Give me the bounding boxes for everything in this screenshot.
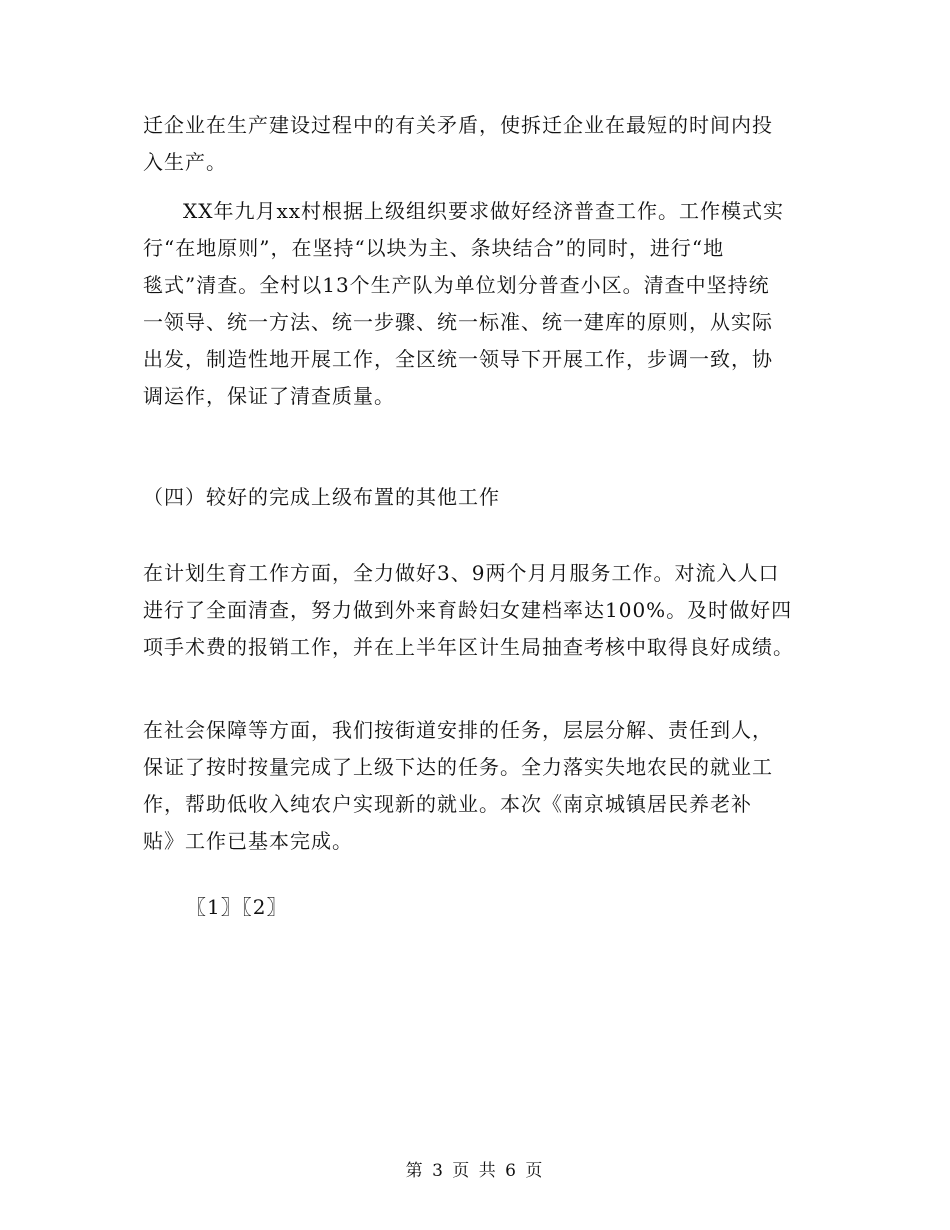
text-line: 在计划生育工作方面，全力做好3、9两个月月服务工作。对流入人口 bbox=[143, 561, 780, 585]
text-line: 保证了按时按量完成了上级下达的任务。全力落实失地农民的就业工 bbox=[143, 755, 773, 779]
text-line: 作，帮助低收入纯农户实现新的就业。本次《南京城镇居民养老补 bbox=[143, 792, 752, 816]
text-line: 行“在地原则”，在坚持“以块为主、条块结合”的同时，进行“地 bbox=[143, 236, 725, 260]
text-line: 进行了全面清查，努力做到外来育龄妇女建档率达100%。及时做好四 bbox=[143, 598, 793, 622]
text-line: 项手术费的报销工作，并在上半年区计生局抽查考核中取得良好成绩。 bbox=[143, 635, 794, 659]
page-footer: 第 3 页 共 6 页 bbox=[405, 1161, 545, 1181]
text-line: 在社会保障等方面，我们按街道安排的任务，层层分解、责任到人， bbox=[143, 718, 773, 742]
reference-links[interactable]: 〖1〗〖2〗 bbox=[186, 895, 288, 919]
section-heading bbox=[143, 479, 808, 516]
text-line: XX年九月xx村根据上级组织要求做好经济普查工作。工作模式实 bbox=[183, 199, 785, 223]
text-line: 毯式”清查。全村以13个生产队为单位划分普查小区。清查中坚持统 bbox=[143, 273, 770, 297]
paragraph-family-planning bbox=[143, 555, 808, 666]
text-line: 出发，制造性地开展工作，全区统一领导下开展工作，步调一致，协 bbox=[143, 347, 773, 371]
paragraph-relocation bbox=[143, 107, 808, 181]
text-line: 一领导、统一方法、统一步骤、统一标准、统一建库的原则，从实际 bbox=[143, 310, 773, 334]
heading-line: （四）较好的完成上级布置的其他工作 bbox=[143, 485, 500, 509]
text-line: 迁企业在生产建设过程中的有关矛盾，使拆迁企业在最短的时间内投 bbox=[143, 113, 773, 137]
paragraph-social-security bbox=[143, 712, 808, 860]
text-line: 入生产。 bbox=[143, 150, 227, 174]
text-line: 调运作，保证了清查质量。 bbox=[143, 384, 395, 408]
text-line: 贴》工作已基本完成。 bbox=[143, 829, 353, 853]
paragraph-economic-census bbox=[143, 193, 808, 415]
